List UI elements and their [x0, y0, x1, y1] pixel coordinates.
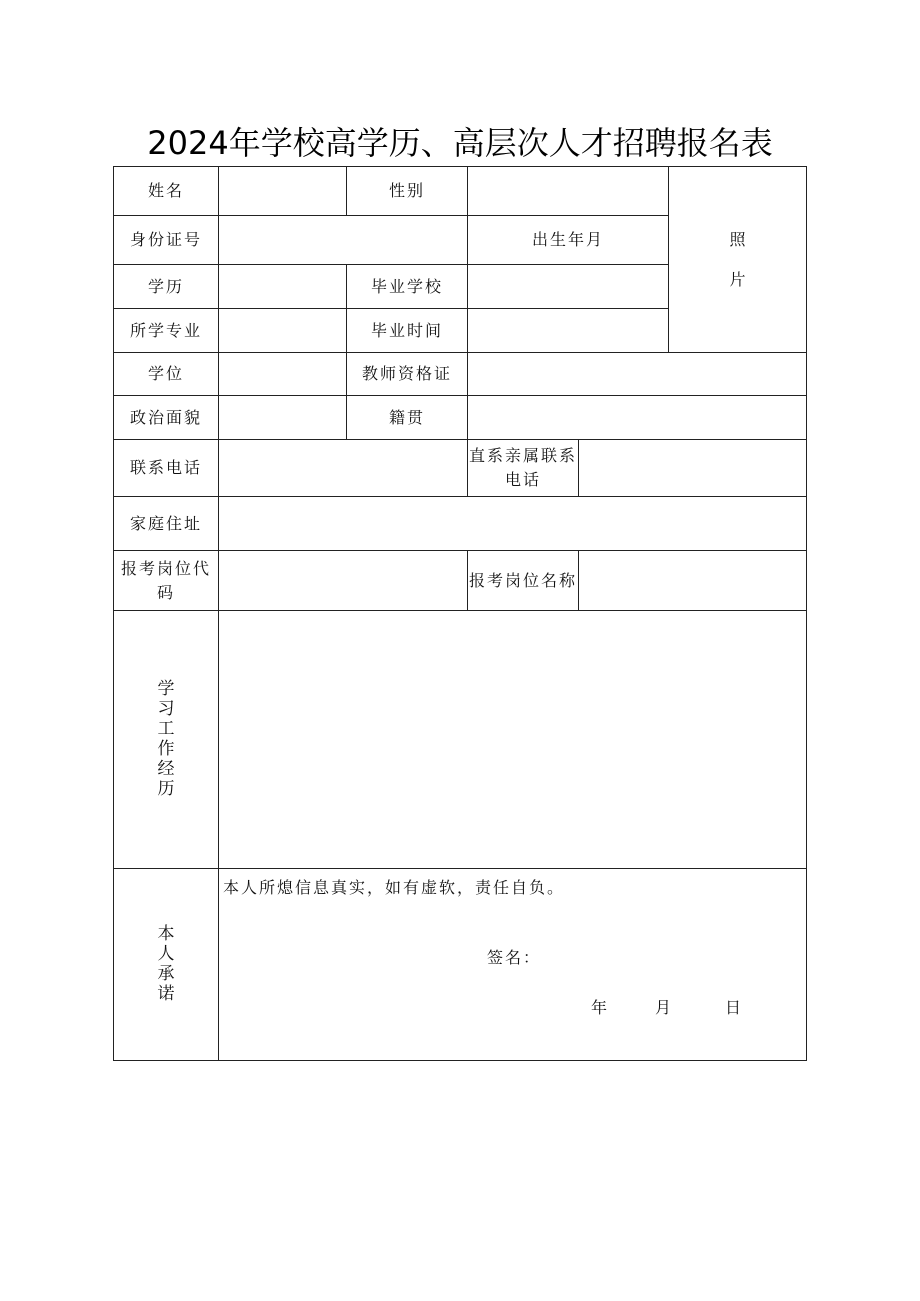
school-label: 毕业学校 — [347, 265, 468, 309]
position-code-field[interactable] — [219, 551, 468, 611]
gender-label: 性别 — [347, 167, 468, 216]
experience-label-cell — [114, 611, 219, 869]
signature-label: 签名： — [487, 948, 542, 967]
relative-phone-field[interactable] — [579, 440, 807, 497]
teacher-cert-field[interactable] — [468, 353, 807, 396]
photo-box[interactable] — [669, 167, 807, 353]
address-field[interactable] — [219, 497, 807, 551]
grad-time-field[interactable] — [468, 309, 669, 353]
school-field[interactable] — [468, 265, 669, 309]
day-label: 日 — [725, 998, 744, 1017]
education-field[interactable] — [219, 265, 347, 309]
registration-form-table — [113, 166, 807, 1061]
address-label: 家庭住址 — [114, 497, 219, 551]
position-code-label: 报考岗位代码 — [114, 551, 219, 611]
phone-field[interactable] — [219, 440, 468, 497]
pledge-text: 本人所熄信息真实，如有虚软，责任自负。 — [223, 878, 566, 897]
photo-label-2: 片 — [729, 269, 746, 289]
relative-phone-label: 直系亲属联系电话 — [468, 440, 579, 497]
origin-field[interactable] — [468, 396, 807, 440]
form-title: 2024年学校高学历、高层次人才招聘报名表 — [147, 124, 773, 162]
teacher-cert-label: 教师资格证 — [347, 353, 468, 396]
name-label: 姓名 — [114, 167, 219, 216]
phone-label: 联系电话 — [114, 440, 219, 497]
experience-field[interactable] — [219, 611, 807, 869]
position-name-label: 报考岗位名称 — [468, 551, 579, 611]
pledge-label: 本人承诺 — [157, 923, 175, 1004]
major-field[interactable] — [219, 309, 347, 353]
experience-label: 学习工作经历 — [157, 678, 175, 799]
politics-field[interactable] — [219, 396, 347, 440]
birth-date-label: 出生年月 — [468, 216, 669, 265]
pledge-label-cell — [114, 869, 219, 1061]
grad-time-label: 毕业时间 — [347, 309, 468, 353]
month-label: 月 — [655, 998, 674, 1017]
id-number-field[interactable] — [219, 216, 468, 265]
origin-label: 籍贯 — [347, 396, 468, 440]
year-label: 年 — [591, 998, 610, 1017]
photo-label-1: 照 — [729, 229, 746, 249]
major-label: 所学专业 — [114, 309, 219, 353]
gender-field[interactable] — [468, 167, 669, 216]
politics-label: 政治面貌 — [114, 396, 219, 440]
position-name-field[interactable] — [579, 551, 807, 611]
id-number-label: 身份证号 — [114, 216, 219, 265]
education-label: 学历 — [114, 265, 219, 309]
name-field[interactable] — [219, 167, 347, 216]
degree-label: 学位 — [114, 353, 219, 396]
degree-field[interactable] — [219, 353, 347, 396]
pledge-area[interactable] — [219, 869, 807, 1061]
